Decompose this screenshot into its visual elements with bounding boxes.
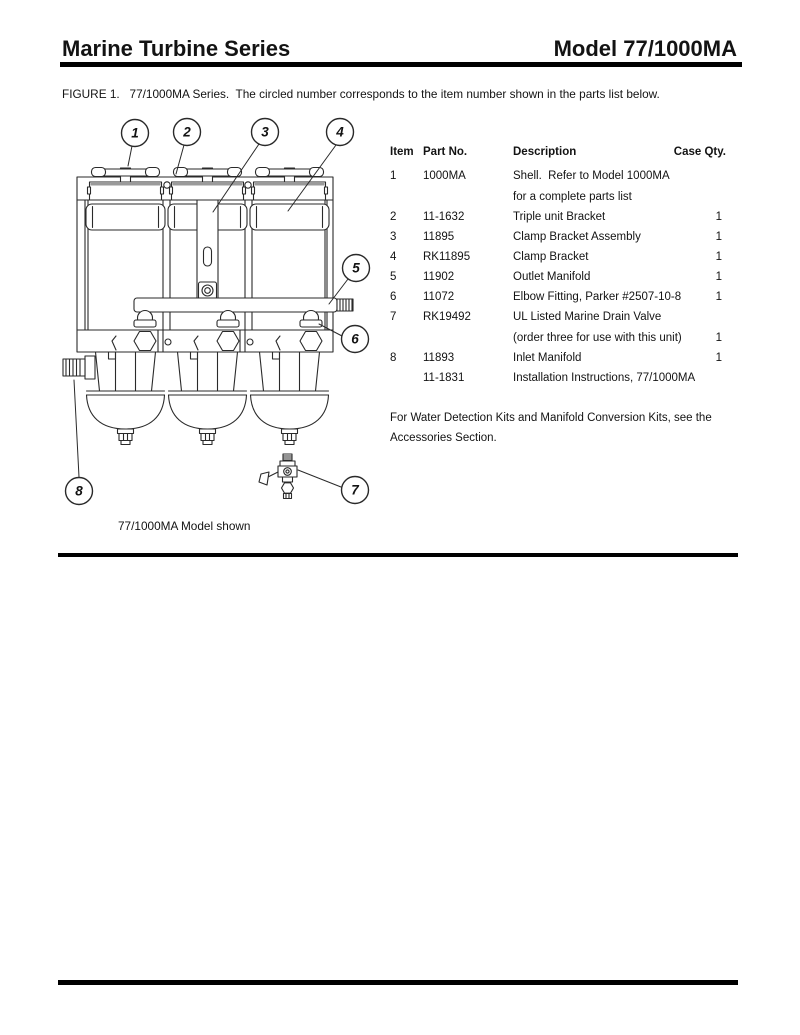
callout-2: [174, 119, 201, 146]
cell-item: 3: [390, 231, 397, 243]
cell-qty: 1: [715, 251, 722, 263]
cell-qty: 1: [715, 271, 722, 283]
cell-desc: Outlet Manifold: [513, 271, 591, 283]
drain-plugs: [118, 429, 298, 445]
cell-desc: Clamp Bracket Assembly: [513, 231, 641, 243]
svg-text:2: 2: [183, 124, 191, 140]
cell-desc: Triple unit Bracket: [513, 211, 606, 223]
cell-desc: Installation Instructions, 77/1000MA: [513, 372, 696, 384]
cell-part: 1000MA: [423, 170, 466, 182]
cell-qty: 1: [715, 231, 722, 243]
callout-3: [252, 119, 279, 146]
accessories-note-line2: Accessories Section.: [390, 432, 497, 444]
cell-desc: Elbow Fitting, Parker #2507-10-8: [513, 291, 682, 303]
drain-valve-detail: [259, 454, 297, 499]
cell-qty: 1: [715, 211, 722, 223]
table-row: [390, 352, 726, 369]
cell-part: 11893: [423, 352, 455, 364]
cell-desc: Clamp Bracket: [513, 251, 589, 263]
cell-qty: 1: [715, 352, 722, 364]
figure-drawing: [55, 108, 385, 553]
callout-5: [343, 255, 370, 282]
col-header-item: Item: [390, 146, 414, 158]
cell-part: 11072: [423, 291, 455, 303]
cell-item: 7: [390, 311, 397, 323]
cell-desc: Inlet Manifold: [513, 352, 582, 364]
table-row: [390, 191, 726, 208]
svg-text:6: 6: [351, 331, 359, 347]
cell-item: 5: [390, 271, 397, 283]
table-row: [390, 271, 726, 288]
table-row: [390, 332, 726, 349]
page-title-series: Marine Turbine Series: [62, 36, 291, 61]
footer-rule: [58, 980, 738, 985]
clamp-bracket-strap: [197, 200, 218, 300]
outlet-manifold: [134, 298, 353, 312]
col-header-desc: Description: [513, 146, 577, 158]
table-row: [390, 231, 726, 248]
svg-text:3: 3: [261, 124, 269, 140]
cell-desc: for a complete parts list: [513, 191, 632, 203]
inlet-fitting: [63, 356, 95, 379]
cell-item: 8: [390, 352, 397, 364]
callout-7: [342, 477, 369, 504]
header-rule: [60, 62, 742, 67]
cell-part: 11-1632: [423, 211, 465, 223]
table-row: [390, 170, 726, 187]
cell-item: 1: [390, 170, 397, 182]
cell-item: 4: [390, 251, 397, 263]
cell-item: 2: [390, 211, 397, 223]
table-row: [390, 311, 726, 328]
callout-8: [66, 478, 93, 505]
cell-part: RK11895: [423, 251, 471, 263]
accessories-note-line1: For Water Detection Kits and Manifold Conversion Kits, see the: [390, 412, 712, 424]
col-header-qty: Case Qty.: [673, 146, 726, 158]
collection-bowls: [87, 391, 329, 429]
table-row: [390, 291, 726, 308]
parts-list-header: [390, 146, 726, 163]
cell-item: 6: [390, 291, 397, 303]
figure-caption: FIGURE 1. 77/1000MA Series. The circled number corresponds to the item number shown in the parts list below.: [62, 87, 660, 101]
svg-text:7: 7: [351, 482, 359, 498]
cell-part: RK19492: [423, 311, 471, 323]
callout-6: [342, 326, 369, 353]
elbow-fittings: [134, 311, 322, 328]
cell-qty: 1: [715, 332, 722, 344]
cell-part: 11895: [423, 231, 455, 243]
svg-text:1: 1: [131, 125, 139, 141]
svg-text:4: 4: [336, 124, 344, 140]
svg-text:5: 5: [352, 260, 360, 276]
callout-1: [122, 120, 149, 147]
bowl-necks: [96, 352, 320, 391]
col-header-part: Part No.: [423, 146, 468, 158]
cell-desc: (order three for use with this unit): [513, 332, 682, 344]
figure-model-note: 77/1000MA Model shown: [118, 519, 251, 533]
section-divider-rule: [58, 553, 738, 557]
cell-part: 11-1831: [423, 372, 465, 384]
page-title-model: Model 77/1000MA: [553, 36, 737, 61]
table-row: [390, 372, 726, 389]
cell-part: 11902: [423, 271, 455, 283]
svg-text:8: 8: [75, 483, 83, 499]
cell-desc: Shell. Refer to Model 1000MA: [513, 170, 670, 182]
cell-qty: 1: [715, 291, 722, 303]
table-row: [390, 251, 726, 268]
table-row: [390, 211, 726, 228]
cell-desc: UL Listed Marine Drain Valve: [513, 311, 662, 323]
callout-4: [327, 119, 354, 146]
